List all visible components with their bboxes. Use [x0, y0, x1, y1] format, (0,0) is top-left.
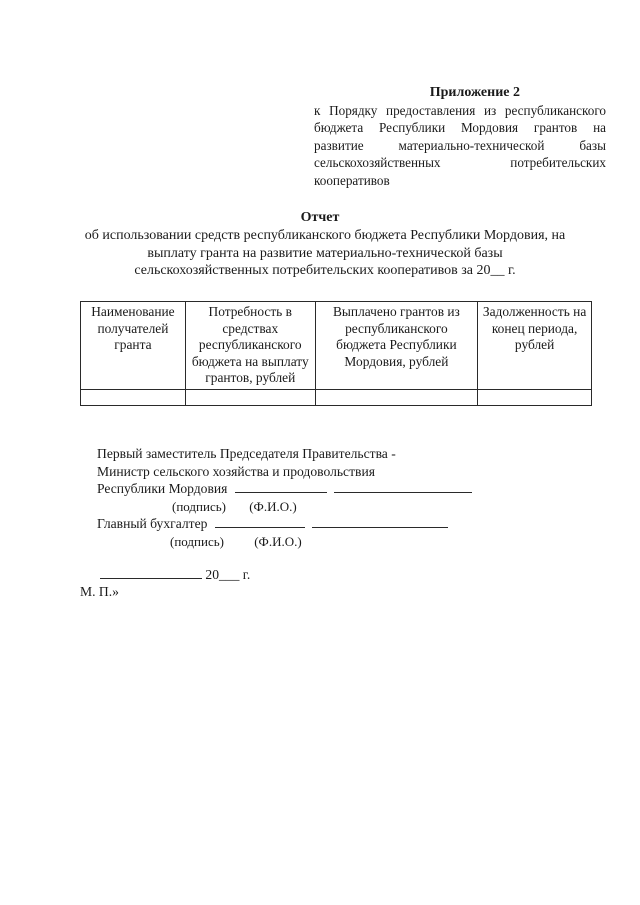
table-cell	[185, 389, 315, 405]
column-header-paid: Выплачено грантов из республиканского бюджета Республики Мордовия, рублей	[315, 302, 478, 390]
date-line	[100, 566, 250, 583]
appendix-title: Приложение 2	[429, 85, 520, 100]
column-header-recipient: Наименование получателей гранта	[81, 302, 186, 390]
name-blank-line	[312, 515, 448, 528]
table-row	[81, 389, 592, 405]
table-cell	[478, 389, 592, 405]
signer-title-line: Республики Мордовия	[97, 481, 228, 496]
report-subtitle	[70, 227, 580, 280]
caption-signature: (подпись)	[172, 498, 226, 514]
name-blank-line	[334, 480, 472, 493]
caption-signature: (подпись)	[170, 533, 224, 549]
column-header-need: Потребность в средствах республиканского бюджета на выплату грантов, рублей	[185, 302, 315, 390]
signature-blank-line	[235, 480, 327, 493]
caption-name: (Ф.И.О.)	[254, 533, 302, 549]
seal-place: М. П.»	[80, 584, 119, 599]
report-subtitle-line: сельскохозяйственных потребительских кооперативов за 20__ г.	[134, 263, 516, 278]
grants-table	[80, 301, 592, 406]
date-text: 20___ г.	[205, 567, 251, 582]
column-header-debt: Задолженность на конец периода, рублей	[478, 302, 592, 390]
signature-captions	[97, 533, 497, 551]
date-blank-line	[100, 566, 202, 579]
report-subtitle-line: выплату гранта на развитие материально-технической базы	[147, 245, 503, 261]
caption-name: (Ф.И.О.)	[249, 498, 297, 514]
table-cell	[315, 389, 478, 405]
signer-line-with-blanks	[97, 480, 497, 498]
report-title: Отчет	[300, 210, 340, 225]
appendix-text: к Порядку предоставления из республиканского бюджета Республики Мордовия грантов на развитие материально-технической базы сельскохозяйственных потребительских кооперативов	[314, 102, 606, 188]
table-cell	[81, 389, 186, 405]
signer-title-line: Министр сельского хозяйства и продовольствия	[97, 463, 375, 479]
signature-captions	[97, 498, 497, 516]
signer-title-line: Первый заместитель Председателя Правительства -	[97, 446, 396, 461]
accountant-line	[97, 515, 497, 533]
report-subtitle-line: об использовании средств республиканского бюджета Республики Мордовия, на	[84, 228, 566, 243]
signatures-block	[97, 445, 497, 550]
signature-blank-line	[215, 515, 305, 528]
accountant-label: Главный бухгалтер	[97, 516, 208, 531]
table-header-row	[81, 302, 592, 390]
appendix-block	[314, 84, 606, 189]
